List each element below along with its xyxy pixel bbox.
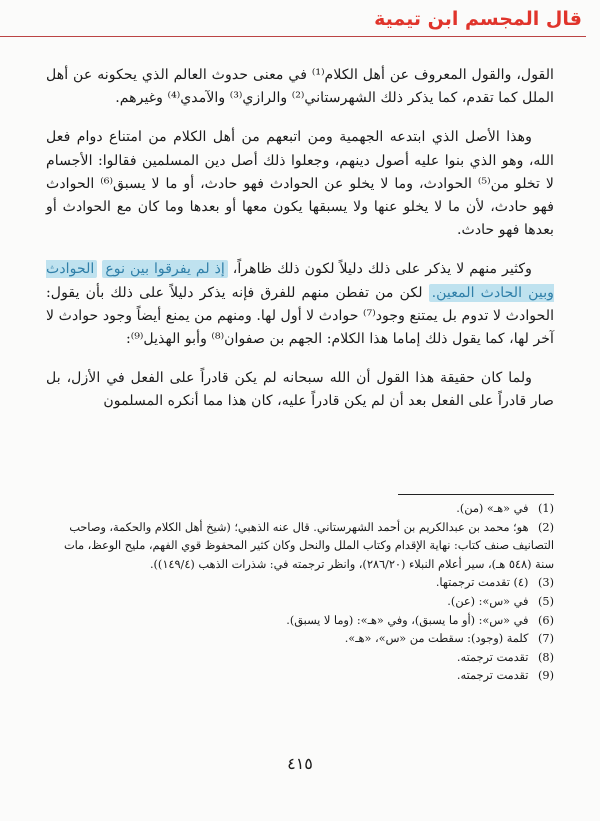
footnote-number: (5) [537,594,554,608]
footnote-text: في «س»: (عن). [447,594,529,608]
footnote-number: (8) [537,650,554,664]
footnote-text: كلمة (وجود): سقطت من «س»، «هـ». [344,632,529,646]
footnote [46,574,554,593]
footnote-text: تقدمت ترجمته. [456,669,529,683]
footnote [46,649,554,668]
page-number: ٤١٥ [287,754,313,773]
paragraph-4: ولما كان حقيقة هذا القول أن الله سبحانه لم يكن قادراً على الفعل في الأزل، بل صار قادراً على الفعل بعد أن لم يكن قادراً عليه، كان هذا مما أنكره المسلمون [46,370,554,410]
footnote-number: (9) [537,669,554,683]
paragraph-1: القول، والقول المعروف عن أهل الكلام⁽¹⁾ في معنى حدوث العالم الذي يحكونه عن أهل الملل كما تقدم، كما يذكر ذلك الشهرستاني⁽²⁾ والرازي⁽³⁾ والآمدي⁽⁴⁾ وغيرهم. [46,67,555,107]
footnote [46,630,554,649]
footnote-text: في «س»: (أو ما يسبق)، وفي «هـ»: (وما لا يسبق). [286,613,529,627]
footnote [46,667,554,686]
footnote-number: (1) [537,502,554,515]
footnote-number: (2) [537,520,554,534]
footnote-separator [398,494,554,495]
footnote [46,519,554,575]
footnote-text: في «هـ» (من). [456,502,529,515]
footnote-number: (7) [537,632,554,646]
page-header [0,6,600,36]
footnote-text: هو؛ محمد بن عبدالكريم بن أحمد الشهرستاني. قال عنه الذهبي؛ (شيخ أهل الكلام والحكمة، وصاحب التصانيف صنف كتاب: نهاية الإقدام وكتاب الملل والنحل وكان كثير المحفوظ قوي الفهم، مليح الوعظ، مات سنة (٥٤٨ هـ)، سير أعلام النبلاء (٢٨٦/٢٠)، وانظر ترجمته في: شذرات الذهب (١٤٩/٤)). [63,520,554,571]
highlighted-text-1: إذ لم يفرقوا بين نوع [102,260,228,278]
paragraph-3 [46,258,554,351]
footnote-text: تقدمت ترجمته. [456,650,529,664]
footnote-number: (6) [537,613,554,627]
paragraph-3-end: لكن من تفطن منهم للفرق فإنه يذكر دليلاً على ذلك بأن يقول: الحوادث لا تدوم بل يمتنع وجود⁽⁷⁾ حوادث لا أول لها. ومنهم من يمنع أيضاً وجود حوادث لا آخر لها، كما يقول ذلك إماما هذا الكلام: الجهم بن صفوان⁽⁸⁾ وأبو الهذيل⁽⁹⁾: [46,284,555,348]
footnote [46,612,554,631]
footnote [46,500,554,519]
highlighted-text-2: الحوادث وبين الحادث المعين. [46,261,554,301]
paragraph-2: وهذا الأصل الذي ابتدعه الجهمية ومن اتبعهم من أهل الكلام من امتناع دوام فعل الله، وهو الذي بنوا عليه أصول دينهم، وجعلوا ذلك أصل دين المسلمين فقالوا: الأجسام لا تخلو من⁽⁵⁾ الحوادث، وما لا يخلو عن الحوادث فهو حادث، أو ما لا يسبق⁽⁶⁾ الحوادث فهو حادث، لأن ما لا يخلو عنها ولا يسبقها يكون معها أو بعدها وما كان مع الحوادث أو بعدها فهو حادث. [46,129,554,239]
footnotes [46,500,554,686]
header-title: قال المجسم ابن تيمية [374,8,582,30]
paragraph-3-start: وكثير منهم لا يذكر على ذلك دليلاً لكون ذلك ظاهراً، [227,261,532,278]
footnote-number: (3) [537,576,554,590]
footnote-text: (٤) تقدمت ترجمتها. [435,576,529,590]
body-text [46,64,554,430]
header-rule [0,36,586,37]
footnote [46,593,554,612]
